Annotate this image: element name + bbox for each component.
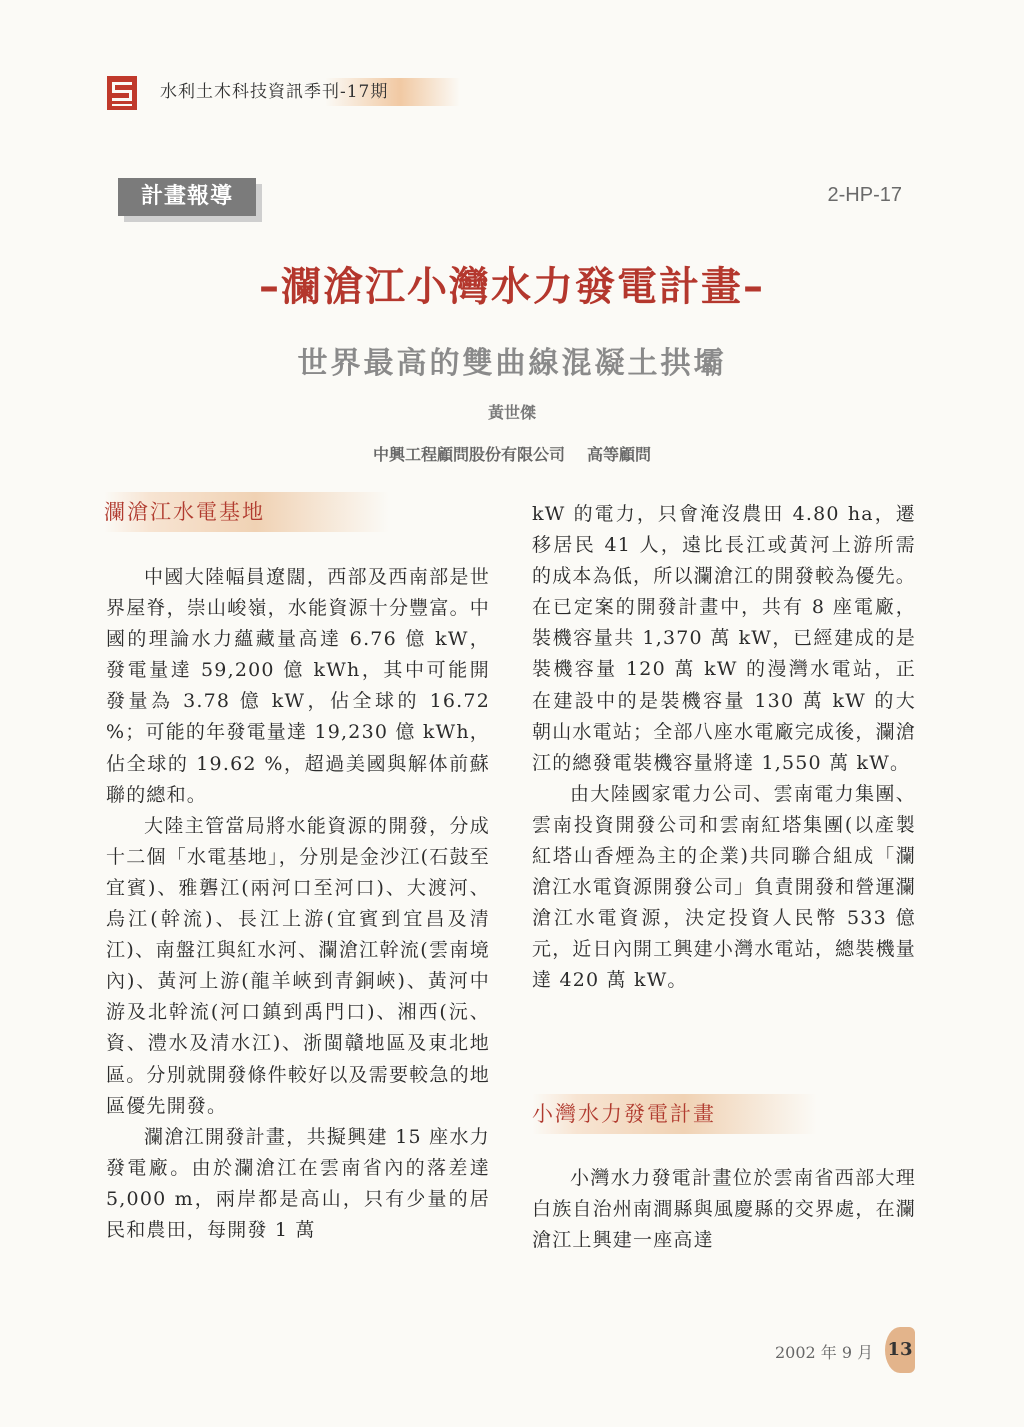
left-column (106, 562, 490, 1246)
paragraph: 中國大陸幅員遼闊，西部及西南部是世界屋脊，崇山峻嶺，水能資源十分豐富。中國的理論水力蘊藏量高達 6.76 億 kW，發電量達 59,200 億 kWh，其中可能開發量為 3.78 億 kW，佔全球的 16.72 %；可能的年發電量達 19,230 億 kWh，佔全球的 19.62 %，超過美國與解体前蘇聯的總和。 (106, 566, 490, 806)
page-number: 13 (885, 1327, 915, 1373)
issue-date: 2002 年 9 月 (775, 1343, 874, 1362)
article-code: 2-HP-17 (827, 184, 902, 206)
right-column (532, 499, 916, 997)
affiliation-company: 中興工程顧問股份有限公司 (372, 445, 565, 464)
affiliation-position: 高等顧問 (587, 445, 652, 464)
journal-logo-icon (107, 76, 137, 110)
paragraph: 由大陸國家電力公司、雲南電力集團、雲南投資開發公司和雲南紅塔集團(以產製紅塔山香煙為主的企業)共同聯合組成「瀾滄江水電資源開發公司」負責開發和營運瀾滄江水電資源，決定投資人民幣 533 億元，近日內開工興建小灣水電站，總裝機量達 420 萬 kW。 (532, 782, 916, 992)
paragraph: kW 的電力，只會淹沒農田 4.80 ha，遷移居民 41 人，遠比長江或黃河上游所需的成本為低，所以瀾滄江的開發較為優先。在已定案的開發計畫中，共有 8 座電廠，裝機容量共 1,370 萬 kW，已經建成的是裝機容量 120 萬 kW 的漫灣水電站，正在建設中的是裝機容量 130 萬 kW 的大朝山水電站；全部八座水電廠完成後，瀾滄江的總發電裝機容量將達 1,550 萬 kW。 (532, 503, 916, 774)
section-heading-lancang-base: 瀾滄江水電基地 (104, 492, 484, 532)
journal-name: 水利土木科技資訊季刊-17期 (160, 78, 460, 106)
author-name: 黃世傑 (487, 403, 536, 422)
article-title: –瀾滄江小灣水力發電計畫– (259, 264, 765, 310)
author-affiliation (0, 442, 1024, 465)
section-badge: 計畫報導 (118, 178, 256, 216)
paragraph: 大陸主管當局將水能資源的開發，分成十二個「水電基地」，分別是金沙江(石鼓至宜賓)、雅礱江(兩河口至河口)、大渡河、烏江(幹流)、長江上游(宜賓到宜昌及清江)、南盤江與紅水河、瀾滄江幹流(雲南境內)、黃河上游(龍羊峽到青銅峽)、黃河中游及北幹流(河口鎮到禹門口)、湘西(沅、資、澧水及清水江)、浙閩贛地區及東北地區。分別就開發條件較好以及需要較急的地區優先開發。 (106, 814, 490, 1117)
article-subtitle: 世界最高的雙曲線混凝土拱壩 (297, 346, 727, 381)
paragraph: 瀾滄江開發計畫，共擬興建 15 座水力發電廠。由於瀾滄江在雲南省內的落差達 5,000 m，兩岸都是高山，只有少量的居民和農田，每開發 1 萬 (106, 1125, 490, 1241)
right-column-continued (532, 1163, 916, 1256)
paragraph: 小灣水力發電計畫位於雲南省西部大理白族自治州南澗縣與風慶縣的交界處，在瀾滄江上興建一座高達 (532, 1167, 916, 1252)
section-heading-xiaowan-project: 小灣水力發電計畫 (532, 1094, 912, 1134)
